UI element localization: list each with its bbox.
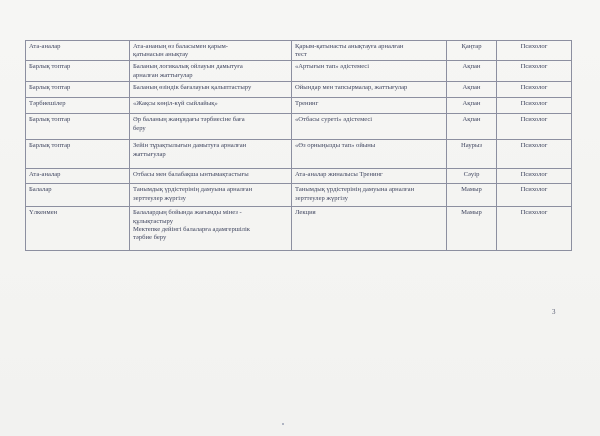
cell-text: Психолог [520, 116, 548, 124]
cell-text: тест [295, 51, 307, 59]
cell-text: Психолог [520, 171, 548, 179]
table-row [26, 114, 572, 140]
cell-text: Психолог [520, 186, 548, 194]
cell-text: Барлық топтар [29, 63, 71, 71]
cell-text: Танымдық үрдістерінің дамуына арналған [133, 186, 253, 194]
cell-text: Мамыр [461, 209, 482, 217]
form-cell [292, 82, 447, 98]
goal-cell [130, 114, 292, 140]
cell-text: Отбасы мен балабақша ынтымақтастығы [133, 171, 249, 179]
table-row [26, 207, 572, 251]
cell-text: қатынасын анықтау [133, 51, 189, 59]
table-row [26, 184, 572, 207]
goal-cell [130, 82, 292, 98]
table-row [26, 140, 572, 169]
form-cell [292, 41, 447, 61]
cell-text: Үлкенмен [29, 209, 58, 217]
target-group-cell [26, 82, 130, 98]
responsible-cell [497, 61, 572, 82]
responsible-cell [497, 41, 572, 61]
goal-cell [130, 169, 292, 184]
form-cell [292, 169, 447, 184]
responsible-cell [497, 184, 572, 207]
form-cell [292, 98, 447, 114]
cell-text: Психолог [520, 100, 548, 108]
target-group-cell [26, 140, 130, 169]
month-cell [447, 114, 497, 140]
cell-text: Баланың логикалық ойлауын дамытуға [133, 63, 243, 71]
cell-text: Зейін тұрақтылығын дамытуға арналған [133, 142, 247, 150]
cell-text: Танымдық үрдістерінің дамуына арналған [295, 186, 415, 194]
cell-text: Психолог [520, 84, 548, 92]
responsible-cell [497, 82, 572, 98]
cell-text: Психолог [520, 142, 548, 150]
target-group-cell [26, 169, 130, 184]
cell-text: Балалардың бойында жағымды мінез - [133, 209, 242, 217]
cell-text: беру [133, 124, 146, 132]
goal-cell [130, 140, 292, 169]
cell-text: жаттығулар [133, 150, 166, 158]
page-number: 3 [552, 308, 556, 316]
cell-text: Лекция [295, 209, 316, 217]
cell-text: Наурыз [461, 142, 482, 150]
scan-speck [282, 423, 284, 425]
cell-text: Барлық топтар [29, 142, 71, 150]
cell-text: Ата-ананың өз баласымен қарым- [133, 43, 229, 50]
form-cell [292, 61, 447, 82]
cell-text: зерттеулер жүргізу [295, 194, 348, 202]
cell-text: Балалар [29, 186, 52, 194]
cell-text: Барлық топтар [29, 116, 71, 124]
goal-cell [130, 61, 292, 82]
month-cell [447, 82, 497, 98]
month-cell [447, 41, 497, 61]
month-cell [447, 140, 497, 169]
cell-text: Ата-аналар [29, 171, 61, 179]
cell-text: Психолог [520, 43, 548, 50]
target-group-cell [26, 61, 130, 82]
cell-text: «Отбасы суреті» әдістемесі [295, 116, 373, 124]
month-cell [447, 207, 497, 251]
cell-text: Сәуір [463, 171, 480, 179]
month-cell [447, 98, 497, 114]
cell-text: құлықтастыру [133, 217, 174, 225]
cell-text: Тәрбиешілер [29, 100, 66, 108]
form-cell [292, 140, 447, 169]
cell-text: тәрбие беру [133, 234, 167, 242]
responsible-cell [497, 140, 572, 169]
table-body [26, 41, 572, 251]
table-row [26, 169, 572, 184]
table-row [26, 61, 572, 82]
cell-text: Баланың өзіндік бағалауын қалыптастыру [133, 84, 252, 92]
cell-text: Ойындар мен тапсырмалар, жаттығулар [295, 84, 408, 92]
target-group-cell [26, 41, 130, 61]
cell-text: «Артығын тап» әдістемесі [295, 63, 370, 71]
cell-text: Ақпан [462, 100, 481, 108]
cell-text: Ақпан [462, 116, 481, 124]
cell-text: Психолог [520, 63, 548, 71]
table-row [26, 82, 572, 98]
month-cell [447, 61, 497, 82]
target-group-cell [26, 207, 130, 251]
target-group-cell [26, 114, 130, 140]
cell-text: Мектепке дейінгі балаларға адамгершілік [133, 225, 250, 233]
table-row [26, 41, 572, 61]
cell-text: «Жақсы көңіл-күй сыйлайық» [133, 100, 218, 108]
cell-text: зерттеулер жүргізу [133, 194, 186, 202]
cell-text: арналған жаттығулар [133, 71, 193, 79]
goal-cell [130, 184, 292, 207]
cell-text: Тренинг [295, 100, 319, 108]
responsible-cell [497, 207, 572, 251]
cell-text: Ата-аналар жиналысы Тренинг [295, 171, 383, 179]
goal-cell [130, 98, 292, 114]
responsible-cell [497, 98, 572, 114]
responsible-cell [497, 114, 572, 140]
cell-text: Ақпан [462, 84, 481, 92]
month-cell [447, 184, 497, 207]
month-cell [447, 169, 497, 184]
target-group-cell [26, 184, 130, 207]
table-row [26, 98, 572, 114]
cell-text: Қаңтар [461, 43, 482, 50]
form-cell [292, 207, 447, 251]
cell-text: Барлық топтар [29, 84, 71, 92]
goal-cell [130, 41, 292, 61]
responsible-cell [497, 169, 572, 184]
goal-cell [130, 207, 292, 251]
cell-text: Психолог [520, 209, 548, 217]
cell-text: Қарым-қатынасты анықтауға арналған [295, 43, 404, 50]
form-cell [292, 184, 447, 207]
cell-text: Әр баланың жанұядағы тәрбиесіне баға [133, 116, 245, 124]
cell-text: «Өз орныңызды тап» ойыны [295, 142, 376, 150]
form-cell [292, 114, 447, 140]
work-plan-table [25, 40, 572, 251]
target-group-cell [26, 98, 130, 114]
cell-text: Ата-аналар [29, 43, 61, 50]
cell-text: Ақпан [462, 63, 481, 71]
cell-text: Мамыр [461, 186, 482, 194]
